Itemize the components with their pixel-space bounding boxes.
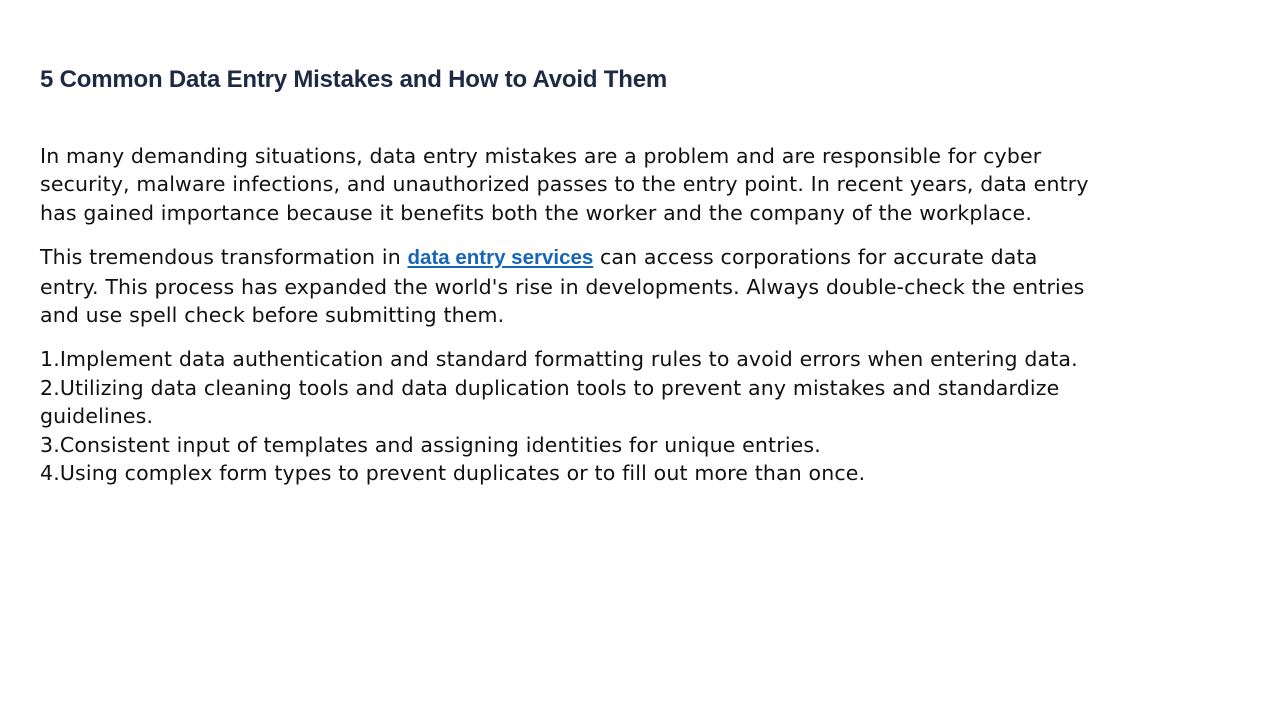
list-item: 3.Consistent input of templates and assigning identities for unique entries. <box>40 432 821 457</box>
list-item: 4.Using complex form types to prevent duplicates or to fill out more than once. <box>40 461 866 486</box>
intro-paragraph: In many demanding situations, data entry mistakes are a problem and are responsible for cyber security, malware infections, and unauthorized passes to the entry point. In recent years, data entry has gained importance because it benefits both the worker and the company of the workplace. <box>40 144 1089 225</box>
article-title: 5 Common Data Entry Mistakes and How to Avoid Them <box>40 66 667 93</box>
paragraph-text-before-link: This tremendous transformation in <box>40 245 408 270</box>
data-entry-services-link[interactable]: data entry services <box>407 246 594 270</box>
paragraph-text-after-link: can access corporations for accurate data entry. This process has expanded the world's rise in developments. Always double-check the entries and use spell check before submitting them. <box>40 245 1085 328</box>
tips-list <box>40 345 1100 487</box>
list-item: 2.Utilizing data cleaning tools and data duplication tools to prevent any mistakes and standardize guidelines. <box>40 375 1060 429</box>
services-paragraph <box>40 243 1100 329</box>
list-item: 1.Implement data authentication and standard formatting rules to avoid errors when entering data. <box>40 347 1078 372</box>
article-content <box>40 62 1100 487</box>
